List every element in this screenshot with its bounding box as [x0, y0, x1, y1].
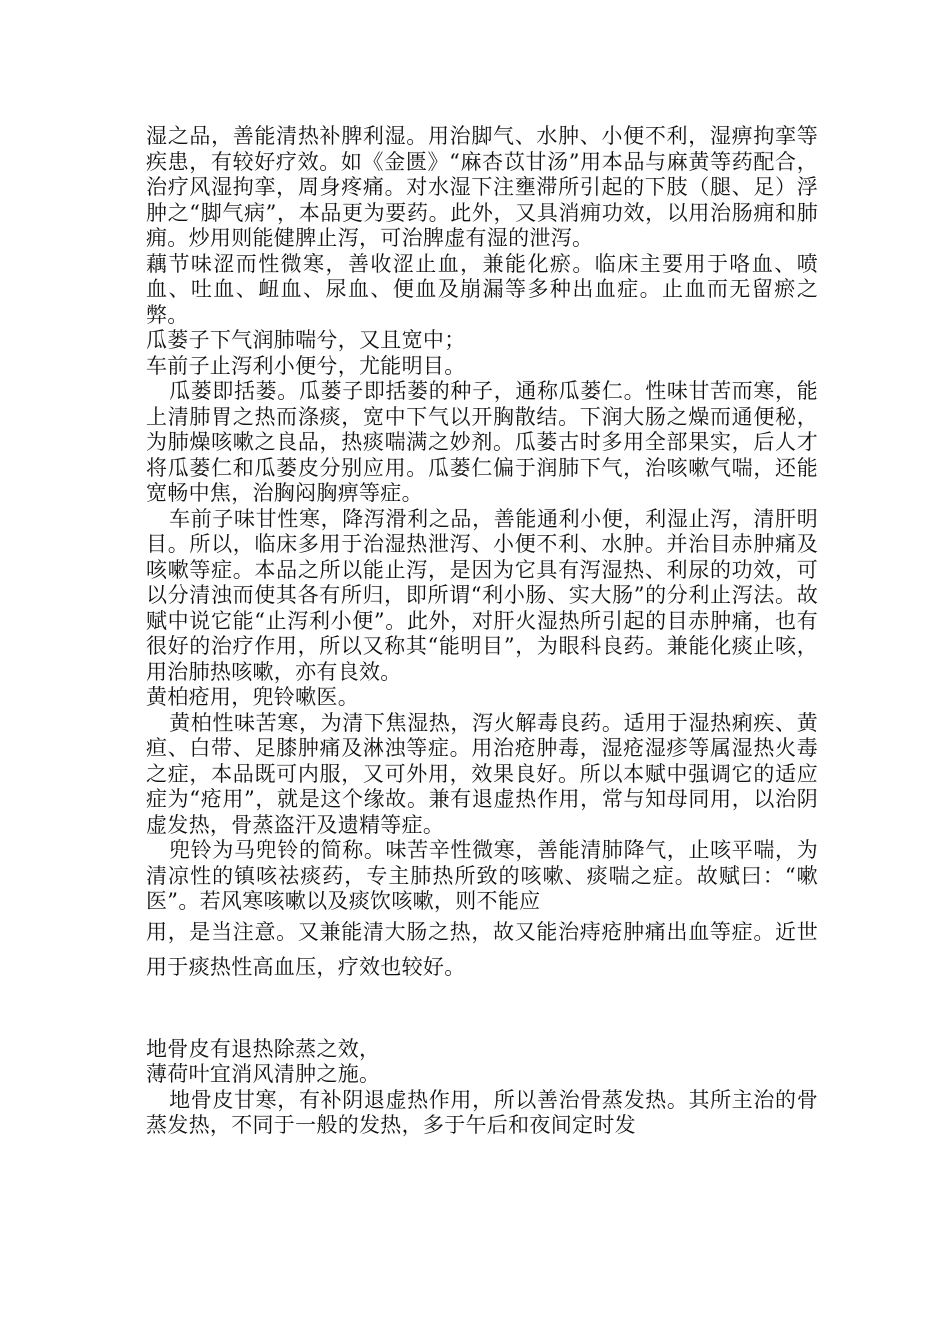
paragraph-oujie: 藕节味涩而性微寒，善收涩止血，兼能化瘀。临床主要用于咯血、喷血、吐血、衄血、尿血、便血及崩漏等多种出血症。止血而无留瘀之弊。 — [146, 251, 818, 327]
paragraph-huangbai: 黄柏性味苦寒，为清下焦湿热，泻火解毒良药。适用于湿热痢疾、黄疸、白带、足膝肿痛及淋浊等症。用治疮肿毒，湿疮湿疹等属湿热火毒之症，本品既可内服，又可外用，效果良好。所以本赋中强调它的适应症为“疮用”，就是这个缘故。兼有退虚热作用，常与知母同用，以治阴虚发热，骨蒸盗汗及遗精等症。 — [146, 710, 818, 837]
verse-huangbai: 黄柏疮用，兜铃嗽医。 — [146, 685, 359, 709]
verse-cheqianzi: 车前子止泻利小便兮，尤能明目。 — [146, 353, 466, 378]
verse-gualouzi: 瓜蒌子下气润肺喘兮，又且宽中； — [146, 328, 466, 352]
paragraph-digupi: 地骨皮甘寒，有补阴退虚热作用，所以善治骨蒸发热。其所主治的骨蒸发热，不同于一般的发热，多于午后和夜间定时发 — [146, 1087, 818, 1137]
verse-bohe: 薄荷叶宜消风清肿之施。 — [146, 1062, 381, 1086]
paragraph-cheqianzi: 车前子味甘性寒，降泻滑利之品，善能通利小便，利湿止泻，清肝明目。所以，临床多用于治湿热泄泻、小便不利、水肿。并治目赤肿痛及咳嗽等症。本品之所以能止泻，是因为它具有泻湿热、利尿的功效，可以分清浊而使其各有所归，即所谓“利小肠、实大肠”的分利止泻法。故赋中说它能“止泻利小便”。此外，对肝火湿热所引起的目赤肿痛，也有很好的治疗作用，所以又称其“能明目”，为眼科良药。兼能化痰止咳，用治肺热咳嗽，亦有良效。 — [146, 506, 818, 684]
paragraph-doulin-continued: 用，是当注意。又兼能清大肠之热，故又能治痔疮肿痛出血等症。近世用于痰热性高血压，疗效也较好。 — [146, 919, 818, 979]
paragraph-gualou: 瓜蒌即括蒌。瓜蒌子即括蒌的种子，通称瓜蒌仁。性味甘苦而寒，能上清肺胃之热而涤痰，宽中下气以开胸散结。下润大肠之燥而通便秘，为肺燥咳嗽之良品，热痰喘满之妙剂。瓜蒌古时多用全部果实，后人才将瓜蒌仁和瓜蒌皮分别应用。瓜蒌仁偏于润肺下气，治咳嗽气喘，还能宽畅中焦，治胸闷胸痹等症。 — [146, 379, 818, 505]
section-gap — [146, 985, 818, 1037]
document-body — [146, 124, 818, 1139]
paragraph-yiyiren: 湿之品，善能清热补脾利湿。用治脚气、水肿、小便不利，湿痹拘挛等疾患，有较好疗效。如《金匮》“麻杏苡甘汤”用本品与麻黄等药配合，治疗风湿拘挛，周身疼痛。对水湿下注壅滞所引起的下肢（腿、足）浮肿之“脚气病”，本品更为要药。此外，又具消痈功效，以用治肠痈和肺痈。炒用则能健脾止泻，可治脾虚有湿的泄泻。 — [146, 124, 818, 250]
paragraph-doulin: 兜铃为马兜铃的简称。味苦辛性微寒，善能清肺降气，止咳平喘，为清凉性的镇咳祛痰药，专主肺热所致的咳嗽、痰喘之症。故赋曰：“嗽医”。若风寒咳嗽以及痰饮咳嗽，则不能应 — [146, 838, 818, 913]
verse-digupi: 地骨皮有退热除蒸之效， — [146, 1036, 381, 1061]
